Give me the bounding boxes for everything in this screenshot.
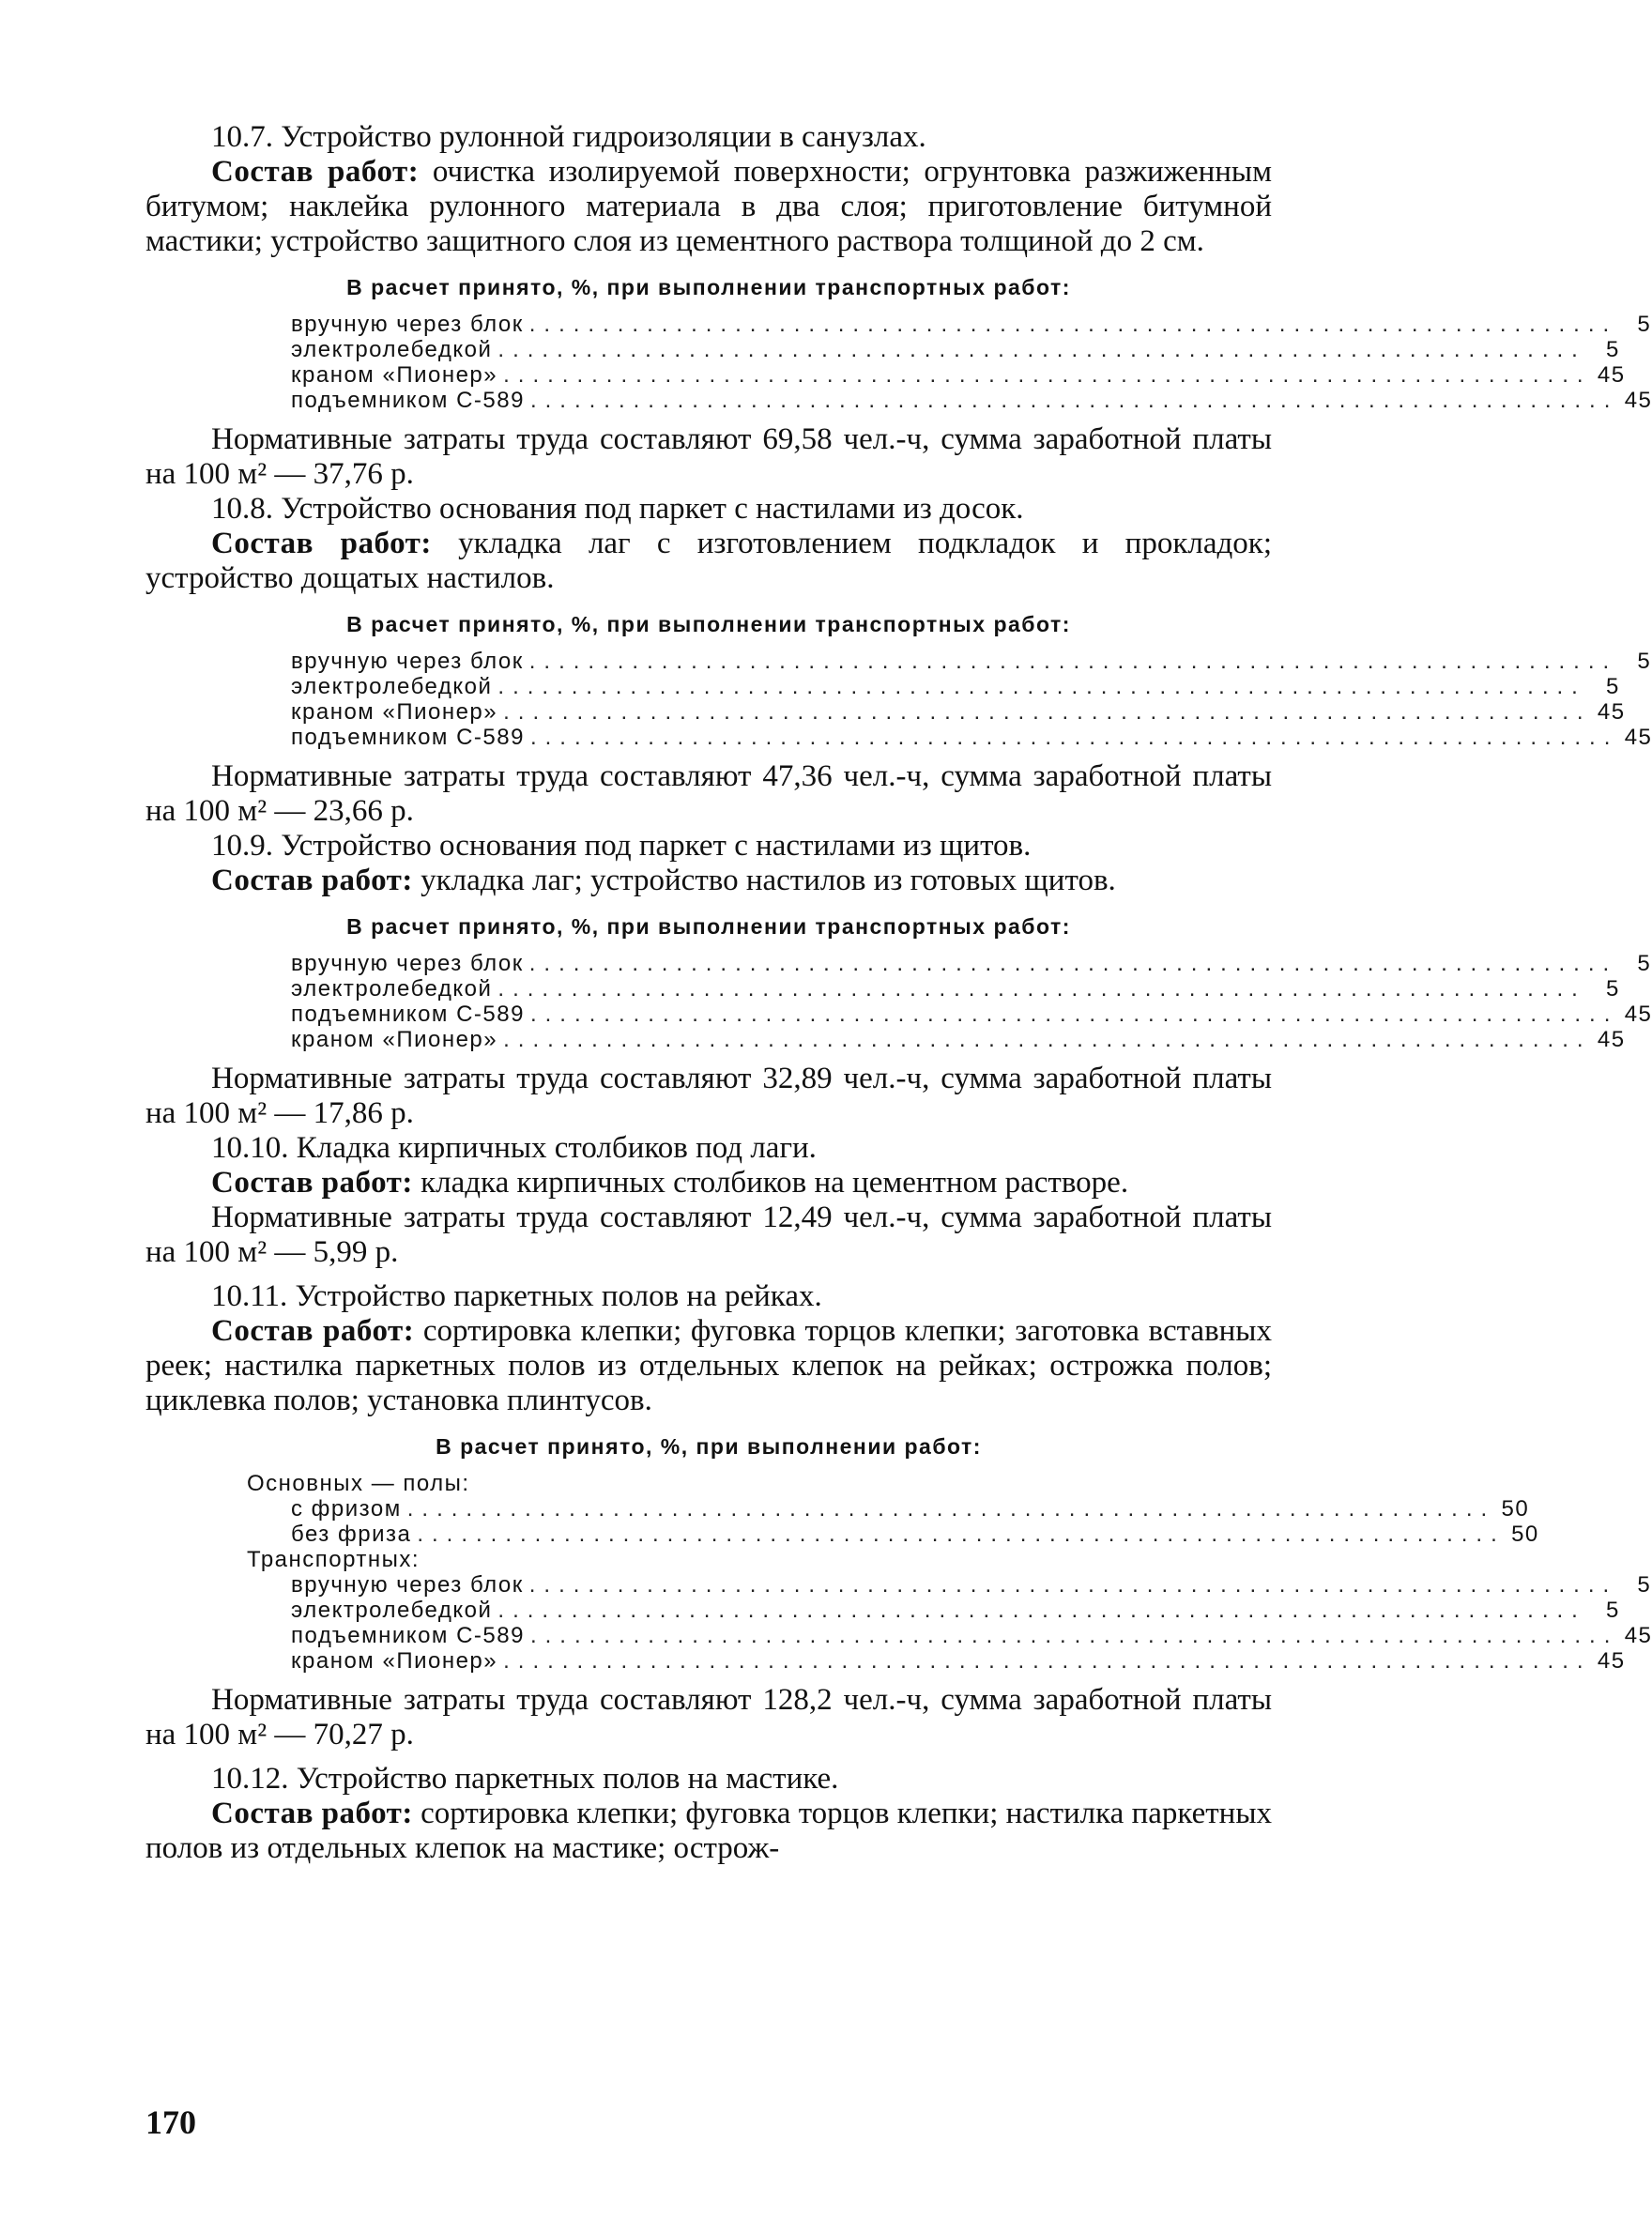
dot-leader: .......................................................................... <box>497 976 1586 1002</box>
dot-leader: .......................................................................... <box>406 1496 1496 1522</box>
section-10-8 <box>145 492 1652 829</box>
composition-label: Состав работ: <box>211 527 432 560</box>
list-item: вручную через блок .......................................................................... 5 <box>291 312 1652 337</box>
dot-leader: .......................................................................... <box>529 1623 1619 1648</box>
dot-leader: .......................................................................... <box>503 1648 1592 1674</box>
list-item: электролебедкой .......................................................................... 5 <box>291 1598 1620 1623</box>
section-10-7 <box>145 120 1652 492</box>
section-heading: 10.8. Устройство основания под паркет с настилами из досок. <box>211 492 1024 526</box>
section-heading: 10.10. Кладка кирпичных столбиков под лаги. <box>211 1131 817 1165</box>
composition-label: Состав работ: <box>211 1314 415 1348</box>
list-item: электролебедкой .......................................................................... 5 <box>291 337 1620 362</box>
norm-paragraph: Нормативные затраты труда составляют 12,49 чел.-ч, сумма заработной платы на 100 м² — 5,99 р. <box>145 1201 1272 1269</box>
calc-heading: В расчет принято, %, при выполнении транспортных работ: <box>346 914 1071 939</box>
composition-label: Состав работ: <box>211 1166 413 1200</box>
percent-list <box>291 951 1652 1052</box>
calc-heading: В расчет принято, %, при выполнении работ: <box>436 1434 982 1459</box>
composition-label: Состав работ: <box>211 155 420 189</box>
list-item: краном «Пионер» .......................................................................... 45 <box>291 362 1626 388</box>
section-heading: 10.9. Устройство основания под паркет с настилами из щитов. <box>211 829 1032 863</box>
percent-list <box>247 1471 1652 1674</box>
dot-leader: .......................................................................... <box>503 362 1592 388</box>
section-heading: 10.7. Устройство рулонной гидроизоляции в санузлах. <box>211 120 926 154</box>
list-item: вручную через блок .......................................................................... 5 <box>291 649 1652 674</box>
list-item: с фризом .......................................................................... 50 <box>291 1496 1530 1522</box>
text-column <box>145 120 1652 1866</box>
dot-leader: .......................................................................... <box>497 674 1586 699</box>
section-heading: 10.12. Устройство паркетных полов на мастике. <box>211 1762 839 1796</box>
list-item: вручную через блок .......................................................................... 5 <box>291 1572 1652 1598</box>
dot-leader: .......................................................................... <box>497 1598 1586 1623</box>
dot-leader: .......................................................................... <box>528 951 1618 976</box>
composition-text: сортировка клепки; фуговка торцов клепки; заготовка вставных реек; настилка паркетных полов из отдельных клепок на рейках; острожка полов; циклевка полов; установка плинтусов. <box>145 1314 1272 1417</box>
list-item: без фриза .......................................................................... 50 <box>291 1522 1539 1547</box>
dot-leader: .......................................................................... <box>528 649 1618 674</box>
composition-paragraph <box>145 527 1272 596</box>
norm-paragraph: Нормативные затраты труда составляют 128,2 чел.-ч, сумма заработной платы на 100 м² — 70,27 р. <box>145 1683 1272 1751</box>
dot-leader: .......................................................................... <box>503 699 1592 725</box>
section-10-11 <box>145 1279 1652 1752</box>
list-item: электролебедкой .......................................................................... 5 <box>291 976 1620 1002</box>
percent-list <box>291 649 1652 750</box>
list-item: вручную через блок .......................................................................... 5 <box>291 951 1652 976</box>
list-item: подъемником С-589 .......................................................................... 45 <box>291 1623 1652 1648</box>
list-group-heading: Транспортных: <box>247 1547 421 1572</box>
section-heading: 10.11. Устройство паркетных полов на рейках. <box>211 1279 822 1313</box>
composition-label: Состав работ: <box>211 864 413 897</box>
list-item: краном «Пионер» .......................................................................... 45 <box>291 699 1626 725</box>
composition-text: очистка изолируемой поверхности; огрунтовка разжиженным битумом; наклейка рулонного материала в два слоя; приготовление битумной мастики; устройство защитного слоя из цементного раствора толщиной до 2 см. <box>145 155 1272 258</box>
list-item: краном «Пионер» .......................................................................... 45 <box>291 1648 1626 1674</box>
dot-leader: .......................................................................... <box>503 1027 1592 1052</box>
composition-label: Состав работ: <box>211 1797 413 1830</box>
composition-paragraph <box>145 1314 1272 1418</box>
composition-text: кладка кирпичных столбиков на цементном растворе. <box>412 1166 1129 1200</box>
page-number: 170 <box>145 2103 196 2141</box>
dot-leader: .......................................................................... <box>529 1002 1619 1027</box>
section-10-12 <box>145 1762 1272 1866</box>
list-item: подъемником С-589 .......................................................................... 45 <box>291 1002 1652 1027</box>
composition-paragraph <box>145 155 1272 259</box>
percent-list <box>291 312 1652 413</box>
dot-leader: .......................................................................... <box>528 312 1618 337</box>
dot-leader: .......................................................................... <box>497 337 1586 362</box>
dot-leader: .......................................................................... <box>529 388 1619 413</box>
dot-leader: .......................................................................... <box>529 725 1619 750</box>
composition-text: укладка лаг; устройство настилов из готовых щитов. <box>412 864 1116 897</box>
list-group-heading: Основных — полы: <box>247 1471 470 1496</box>
calc-heading: В расчет принято, %, при выполнении транспортных работ: <box>346 612 1071 636</box>
norm-paragraph: Нормативные затраты труда составляют 47,36 чел.-ч, сумма заработной платы на 100 м² — 23,66 р. <box>145 759 1272 828</box>
norm-paragraph: Нормативные затраты труда составляют 32,89 чел.-ч, сумма заработной платы на 100 м² — 17,86 р. <box>145 1062 1272 1130</box>
list-item: краном «Пионер» .......................................................................... 45 <box>291 1027 1626 1052</box>
dot-leader: .......................................................................... <box>528 1572 1618 1598</box>
dot-leader: .......................................................................... <box>417 1522 1506 1547</box>
calc-heading: В расчет принято, %, при выполнении транспортных работ: <box>346 275 1071 299</box>
composition-paragraph <box>145 1166 1272 1201</box>
composition-paragraph <box>145 864 1272 898</box>
section-10-9 <box>145 829 1652 1131</box>
composition-text: укладка лаг с изготовлением подкладок и прокладок; устройство дощатых настилов. <box>145 527 1272 595</box>
list-item: подъемником С-589 .......................................................................... 45 <box>291 725 1652 750</box>
norm-paragraph: Нормативные затраты труда составляют 69,58 чел.-ч, сумма заработной платы на 100 м² — 37,76 р. <box>145 422 1272 491</box>
composition-paragraph <box>145 1797 1272 1866</box>
section-10-10 <box>145 1131 1272 1270</box>
list-item: электролебедкой .......................................................................... 5 <box>291 674 1620 699</box>
list-item: подъемником С-589 .......................................................................... 45 <box>291 388 1652 413</box>
composition-text: сортировка клепки; фуговка торцов клепки; настилка паркетных полов из отдельных клепок на мастике; острож- <box>145 1797 1272 1865</box>
